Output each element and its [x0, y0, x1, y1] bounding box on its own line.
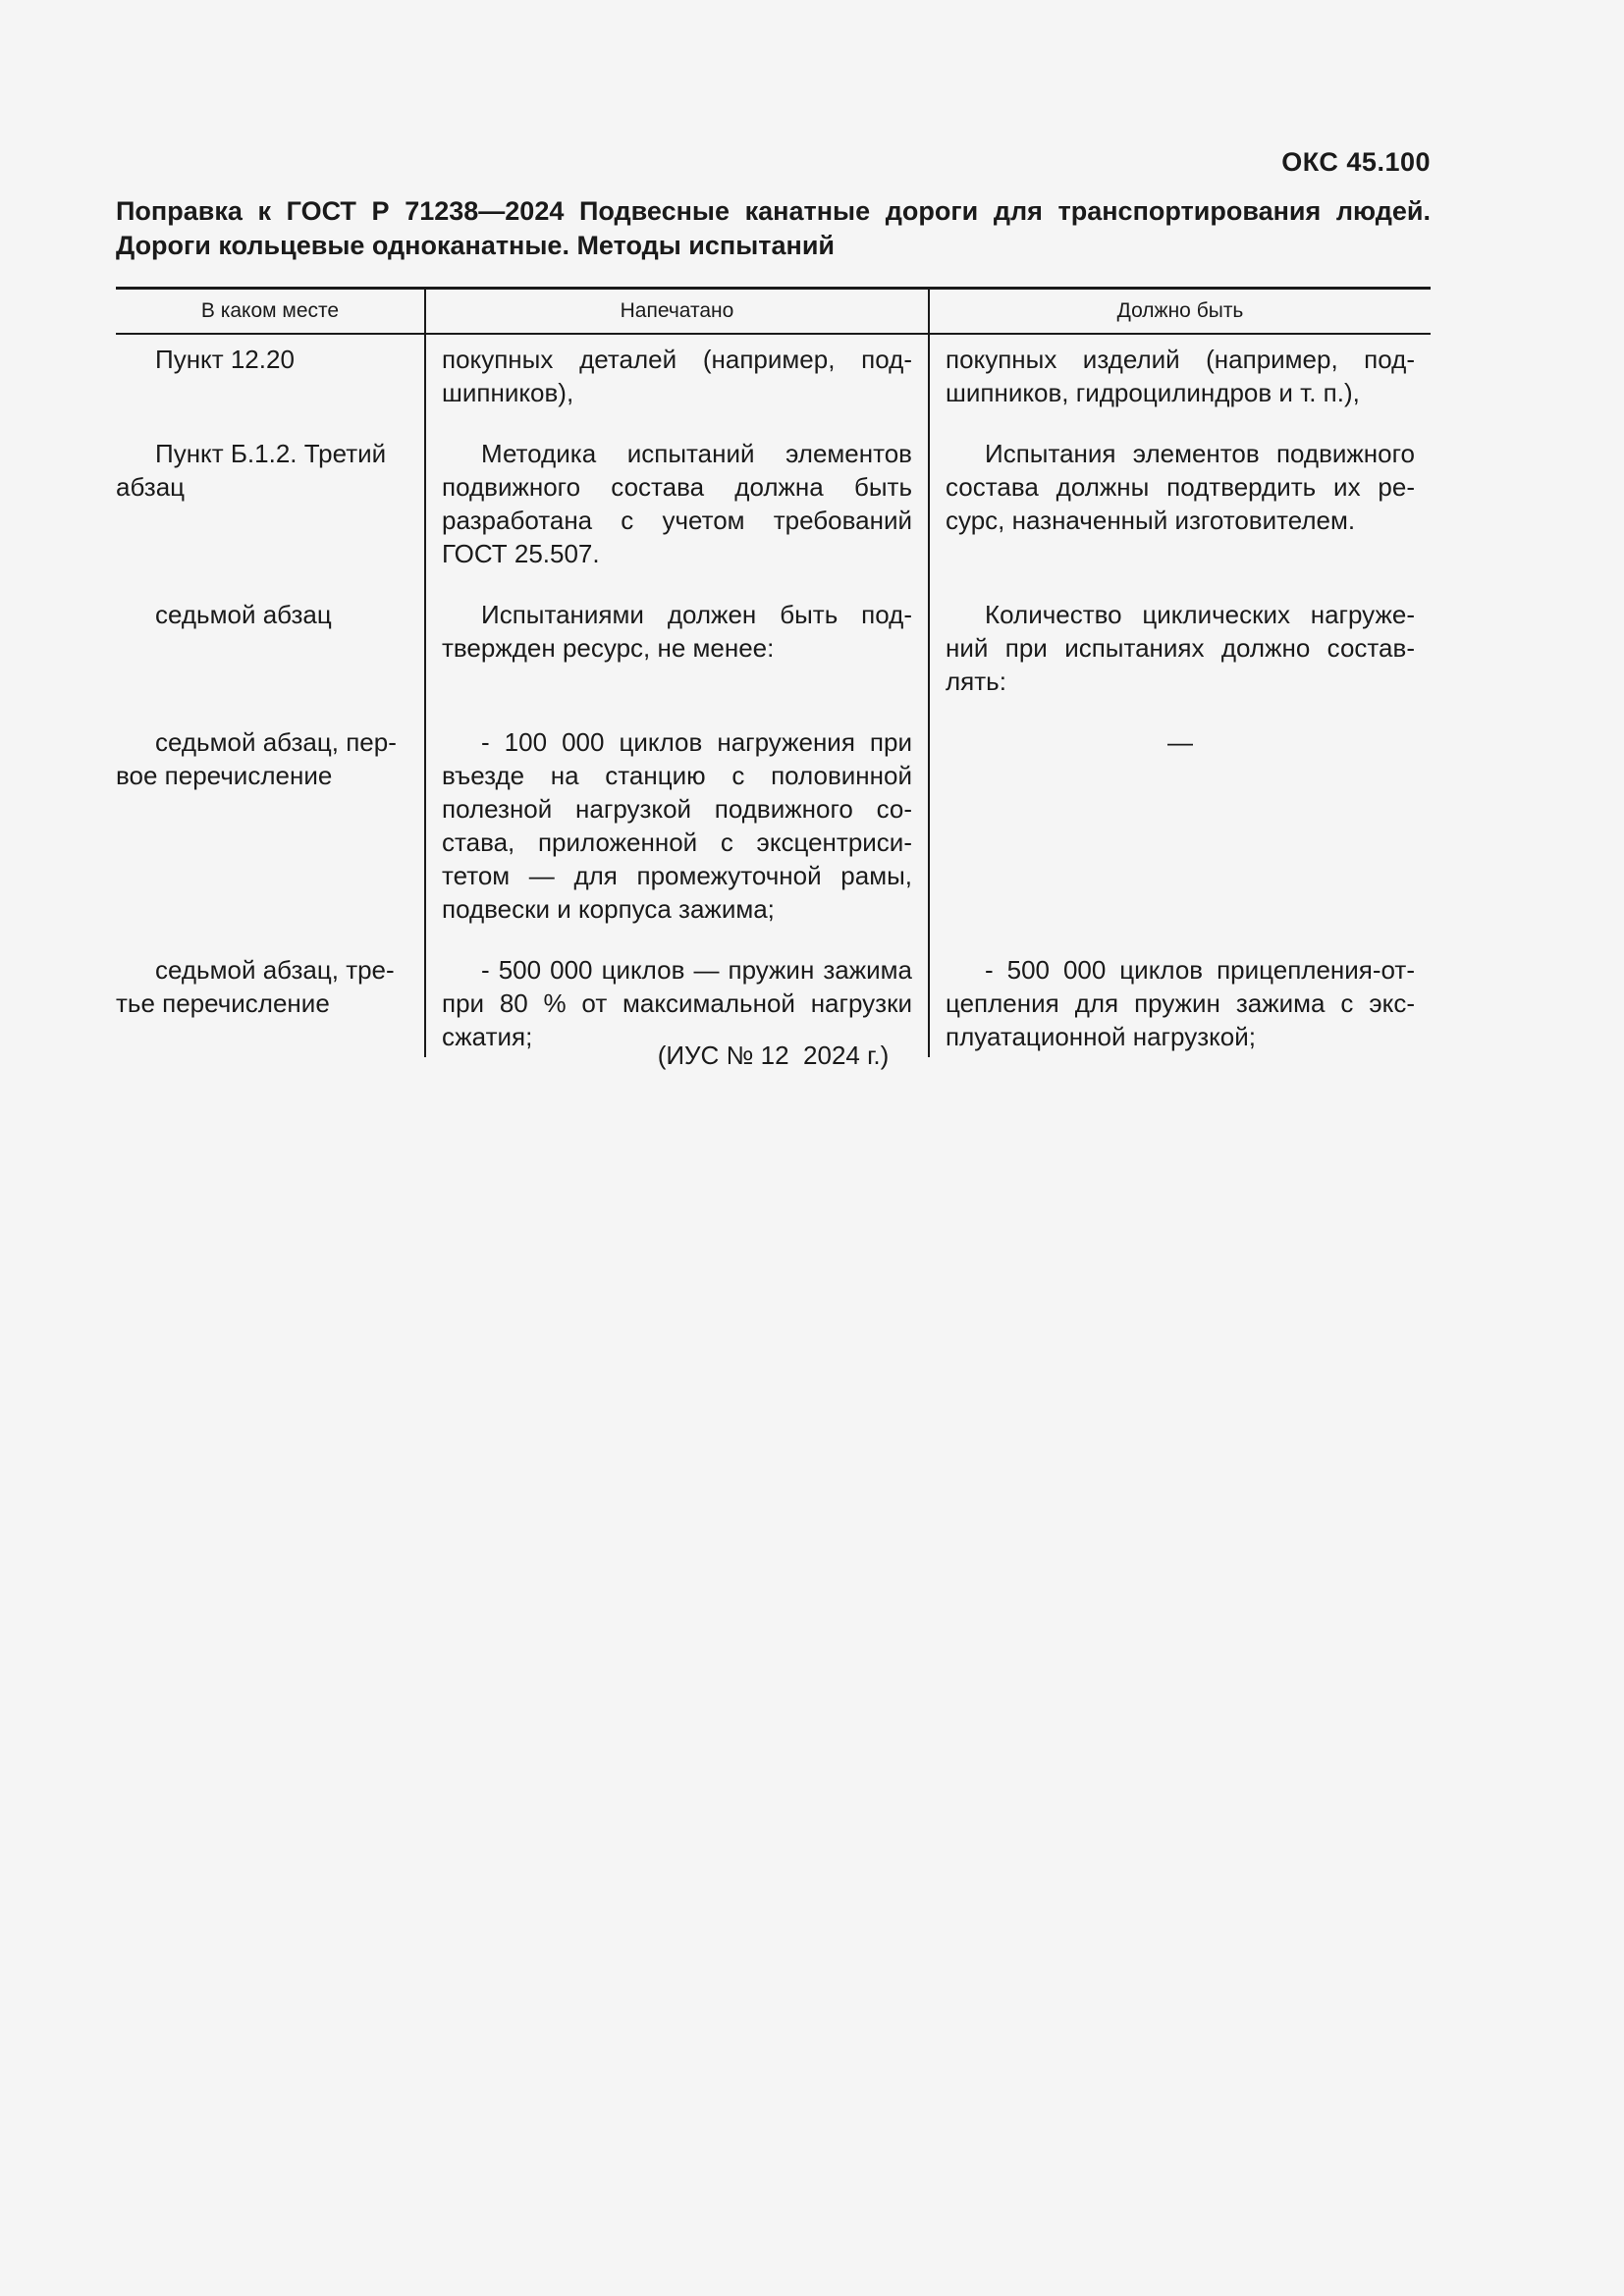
cell-place: Пункт Б.1.2. Третий абзац — [116, 439, 387, 502]
table-row — [116, 718, 1431, 945]
cell-correct: Количество циклических нагружений при испытаниях должно составлять: — [929, 590, 1431, 718]
cell-correct: - 500 000 циклов прицепления-отцепления для пружин зажима с эксплуатационной нагрузкой; — [929, 945, 1431, 1057]
cell-printed: покупных деталей (например, подшипников), — [425, 334, 929, 429]
column-header-place: В каком месте — [116, 289, 425, 335]
cell-printed: - 500 000 циклов — пружин зажима при 80 % от максимальной нагрузки сжатия; — [425, 945, 929, 1057]
cell-printed: Испытаниями должен быть подтвержден ресурс, не менее: — [425, 590, 929, 718]
cell-correct: Испытания элементов подвижного состава должны подтвердить их ресурс, назначенный изготовителем. — [929, 429, 1431, 590]
column-header-printed: Напечатано — [425, 289, 929, 335]
cell-place: седьмой абзац, третье перечисление — [116, 955, 395, 1018]
publication-reference: (ИУС № 12 2024 г.) — [657, 1041, 890, 1070]
cell-place: седьмой абзац — [155, 600, 332, 629]
cell-printed: Методика испытаний элементов подвижного состава должна быть разработана с учетом требований ГОСТ 25.507. — [425, 429, 929, 590]
classification-code: ОКС 45.100 — [1281, 147, 1431, 177]
cell-correct: — — [929, 718, 1431, 945]
table-row — [116, 334, 1431, 429]
title-line-1: Поправка к ГОСТ Р 71238—2024 Подвесные канатные дороги для транспортирования людей. — [116, 196, 1431, 226]
table-row — [116, 429, 1431, 590]
cell-place: Пункт 12.20 — [155, 345, 295, 374]
cell-place: седьмой абзац, первое перечисление — [116, 727, 397, 790]
amendment-table — [116, 287, 1431, 1057]
title-line-2: Дороги кольцевые одноканатные. Методы испытаний — [116, 231, 836, 260]
document-title — [116, 194, 1431, 263]
table-header-row — [116, 289, 1431, 335]
column-header-correct: Должно быть — [929, 289, 1431, 335]
table-row — [116, 590, 1431, 718]
cell-printed: - 100 000 циклов нагружения при въезде на станцию с половинной полезной нагрузкой подвижного состава, приложенной с эксцентриситетом — для промежуточной рамы, подвески и корпуса зажима; — [425, 718, 929, 945]
cell-correct: покупных изделий (например, подшипников, гидроцилиндров и т. п.), — [929, 334, 1431, 429]
